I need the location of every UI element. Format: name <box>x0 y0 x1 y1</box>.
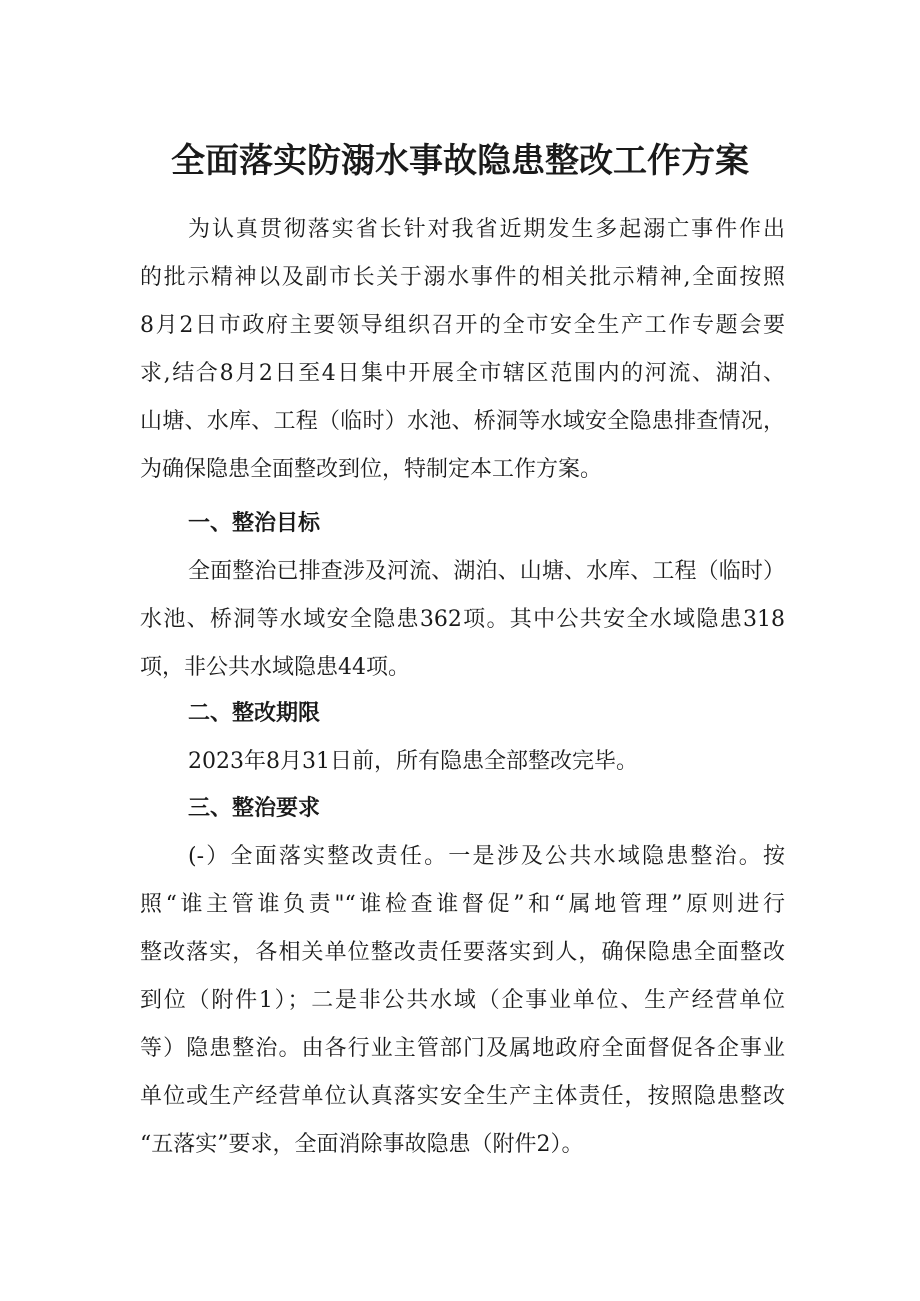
section-heading-requirements <box>140 785 785 833</box>
text-line: 水池、桥洞等水域安全隐患362项。其中公共安全水域隐患318 <box>140 607 785 632</box>
section-heading: 二、整改期限 <box>188 701 321 726</box>
text-line: 等）隐患整治。由各行业主管部门及属地政府全面督促各企事业 <box>140 1036 785 1061</box>
text-line: 为确保隐患全面整改到位，特制定本工作方案。 <box>140 457 603 482</box>
text-line: 到位（附件1）；二是非公共水域（企事业单位、生产经营单位 <box>140 988 785 1013</box>
section-heading-deadline <box>140 690 785 738</box>
goals-paragraph <box>140 548 785 692</box>
requirements-paragraph <box>140 833 785 1169</box>
deadline-paragraph <box>140 738 785 786</box>
text-line: 2023年8月31日前，所有隐患全部整改完毕。 <box>188 749 638 774</box>
text-line: 单位或生产经营单位认真落实安全生产主体责任，按照隐患整改 <box>140 1084 785 1109</box>
text-line: 为认真贯彻落实省长针对我省近期发生多起溺亡事件作出 <box>188 217 785 242</box>
text-line: “五落实”要求，全面消除事故隐患（附件2）。 <box>140 1132 584 1157</box>
intro-paragraph <box>140 206 785 494</box>
text-line: 山塘、水库、工程（临时）水池、桥洞等水域安全隐患排查情况， <box>140 409 785 434</box>
section-heading-goals <box>140 500 785 548</box>
text-line: 全面整治已排查涉及河流、湖泊、山塘、水库、工程（临时） <box>188 559 785 584</box>
text-line: 照“谁主管谁负责"“谁检查谁督促”和“属地管理”原则进行 <box>140 892 785 917</box>
document-title: 全面落实防溺水事故隐患整改工作方案 <box>171 141 749 181</box>
text-line: 的批示精神以及副市长关于溺水事件的相关批示精神,全面按照 <box>140 265 785 290</box>
text-line: 整改落实，各相关单位整改责任要落实到人，确保隐患全面整改 <box>140 940 785 965</box>
text-line: 项，非公共水域隐患44项。 <box>140 655 410 680</box>
text-line: 求,结合8月2日至4日集中开展全市辖区范围内的河流、湖泊、 <box>140 361 785 386</box>
section-heading: 三、整治要求 <box>188 796 321 821</box>
section-heading: 一、整治目标 <box>188 511 321 536</box>
text-line: 8月2日市政府主要领导组织召开的全市安全生产工作专题会要 <box>140 313 785 338</box>
text-line: (-）全面落实整改责任。一是涉及公共水域隐患整治。按 <box>188 844 785 869</box>
